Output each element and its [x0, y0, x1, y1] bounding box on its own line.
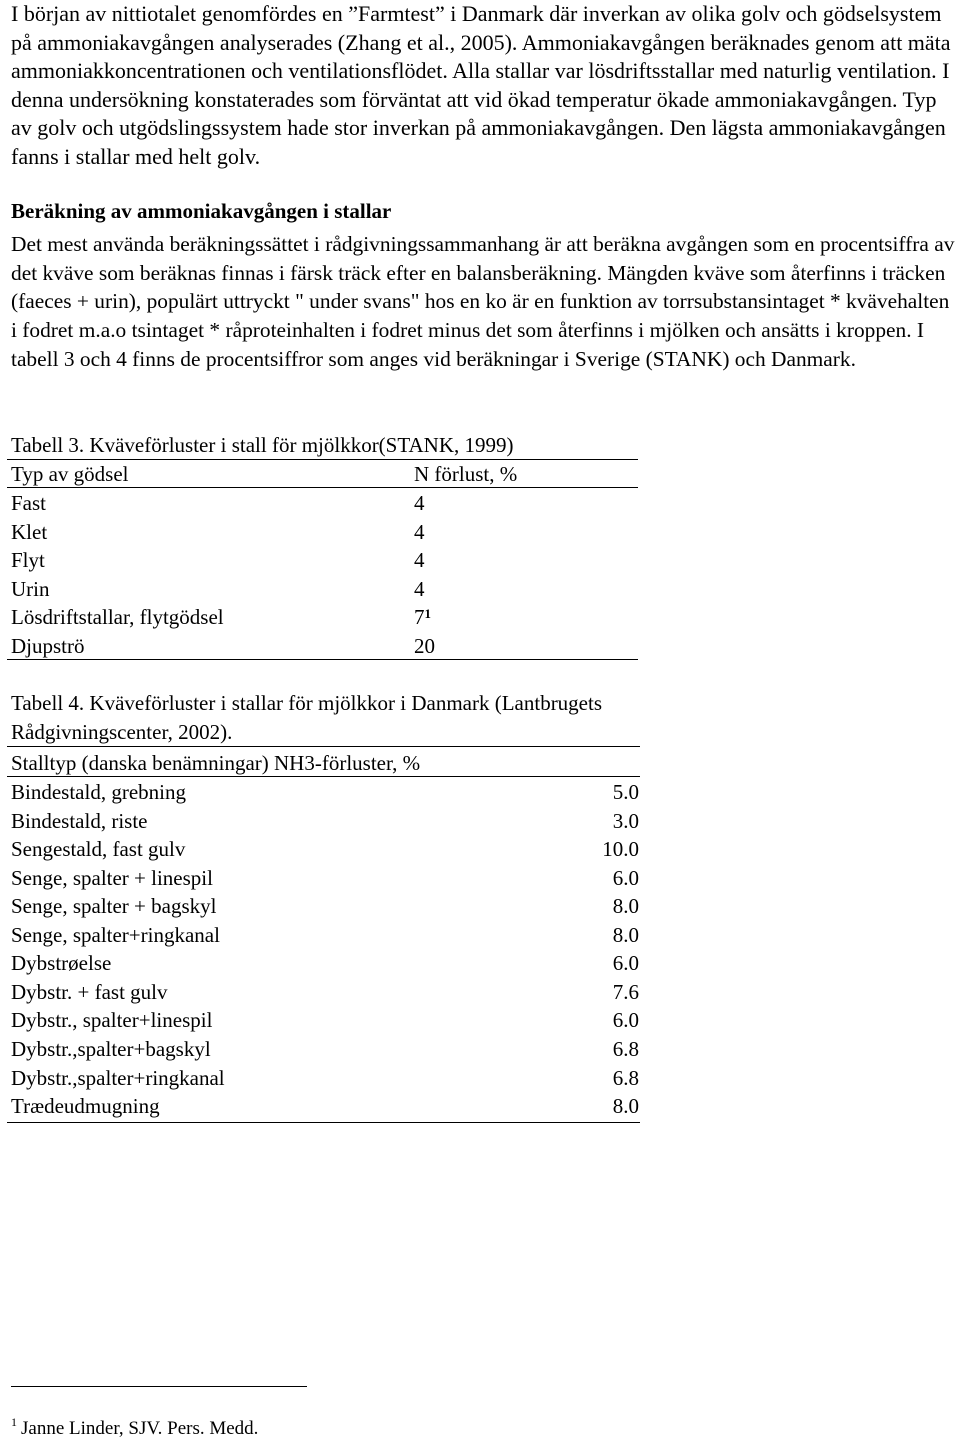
- table4-cell-value: 3.0: [612, 808, 639, 833]
- table4-cell-type: Dybstr.,spalter+bagskyl: [11, 1036, 211, 1061]
- footnote-reference: 1: [424, 606, 431, 621]
- intro-paragraph: I början av nittiotalet genomfördes en ”Farmtest” i Danmark där inverkan av olika golv och gödselsystem på ammoniakavgången analyserades (Zhang et al., 2005). Ammoniakavgången beräknades genom att mäta ammoniakkoncentrationen och ventilationsflödet. Alla stallar var lösdriftsstallar med naturlig ventilation. I denna undersökning konstaterades som förväntat att vid ökad temperatur ökade ammoniakavgången. Typ av golv och utgödslingssystem hade stor inverkan på ammoniakavgången. Den lägsta ammoniakavgången fanns i stallar med helt golv.: [11, 1, 951, 169]
- table4-header: Stalltyp (danska benämningar) NH3-förluster, %: [11, 751, 421, 775]
- table3-cell-value: [414, 546, 425, 574]
- table4-cell-type: Sengestald, fast gulv: [11, 837, 186, 862]
- footnote: [11, 1417, 258, 1442]
- table4-cell-value: 8.0: [612, 1094, 639, 1119]
- table3-cell-value: [414, 575, 425, 603]
- table4-row: [11, 949, 642, 977]
- table4-cell-type: Dybstr. + fast gulv: [11, 979, 168, 1004]
- table4-cell-type: Senge, spalter+ringkanal: [11, 922, 220, 947]
- table4-cell-type: Dybstr., spalter+linespil: [11, 1008, 213, 1033]
- table3-cell-type: Klet: [11, 519, 48, 544]
- table3-cell-type: Fast: [11, 491, 47, 515]
- table4-row: [11, 778, 642, 806]
- table4-cell-value: 8.0: [612, 922, 639, 947]
- table4-cell-value: 6.0: [612, 951, 639, 976]
- table3-bottom-rule: [7, 659, 638, 660]
- table3-value: 4: [414, 519, 425, 544]
- section-heading: Beräkning av ammoniakavgången i stallar: [11, 199, 392, 223]
- table3-cell-value: [414, 632, 435, 660]
- table4-cell-type: Senge, spalter + linespil: [11, 865, 213, 890]
- table4-row: [11, 1064, 642, 1092]
- table3-value: 7: [414, 605, 425, 629]
- table3-header-loss: N förlust, %: [414, 462, 518, 486]
- table4-cell-value: 6.0: [612, 865, 639, 890]
- table4-cell-type: Dybstr.,spalter+ringkanal: [11, 1065, 225, 1090]
- table4-cell-value: 6.0: [612, 1008, 639, 1033]
- table3-header-type: Typ av gödsel: [11, 462, 129, 486]
- table4-cell-value: 6.8: [612, 1065, 639, 1090]
- table3-cell-type: Urin: [11, 576, 50, 601]
- table4-row: [11, 921, 642, 949]
- table3-value: 4: [414, 491, 425, 515]
- table3-value: 20: [414, 633, 435, 658]
- table3-cell-type: Lösdriftstallar, flytgödsel: [11, 605, 224, 629]
- table4-row: [11, 1035, 642, 1063]
- table4-cell-value: 5.0: [612, 780, 639, 804]
- table3-cell-type: Djupströ: [11, 633, 85, 658]
- table4-cell-type: Senge, spalter + bagskyl: [11, 894, 217, 919]
- calculation-paragraph: Det mest använda beräkningssättet i rådgivningssammanhang är att beräkna avgången som en procentsiffra av det kväve som beräknas finnas i färsk träck efter en balansberäkning. Mängden kväve som återfinns i träcken (faeces + urin), populärt uttryckt " under svans" hos en ko är en funktion av torrsubstansintaget * kvävehalten i fodret m.a.o tsintaget * råproteinhalten i fodret minus det som återfinns i mjölken och ansätts i kroppen. I tabell 3 och 4 finns de procentsiffror som anges vid beräkningar i Sverige (STANK) och Danmark.: [11, 232, 955, 371]
- table3-row: [11, 489, 642, 517]
- table3-row: [11, 546, 642, 574]
- table4-bottom-rule: [7, 1122, 640, 1123]
- footnote-mark: 1: [11, 1415, 17, 1429]
- table4-row: [11, 807, 642, 835]
- table3-row: [11, 518, 642, 546]
- table3-cell-value: [414, 489, 425, 517]
- table4-row: [11, 892, 642, 920]
- table4-row: [11, 978, 642, 1006]
- table3-cell-value: [414, 518, 425, 546]
- table3-caption: Tabell 3. Kväveförluster i stall för mjölkkor(STANK, 1999): [11, 433, 514, 457]
- table4-row: [11, 864, 642, 892]
- table4-cell-value: 6.8: [612, 1036, 639, 1061]
- table3-row: [11, 575, 642, 603]
- table3-cell-type: Flyt: [11, 548, 45, 572]
- table3-row: [11, 603, 642, 631]
- table4-cell-type: Bindestald, riste: [11, 808, 148, 833]
- table4-cell-type: Dybstrøelse: [11, 951, 112, 976]
- table4-row: [11, 1006, 642, 1034]
- table3-value: 4: [414, 576, 425, 601]
- footnote-text: Janne Linder, SJV. Pers. Medd.: [21, 1418, 259, 1439]
- table3-header-row: [11, 460, 642, 488]
- table4-cell-type: Bindestald, grebning: [11, 780, 186, 804]
- table4-top-rule: [7, 746, 640, 747]
- table4-row: [11, 1092, 642, 1120]
- table3-row: [11, 632, 642, 660]
- table4-header-rule: [7, 776, 640, 777]
- table4-row: [11, 835, 642, 863]
- table4-caption: Tabell 4. Kväveförluster i stallar för mjölkkor i Danmark (Lantbrugets Rådgivningscenter, 2002).: [11, 691, 603, 744]
- table4-cell-type: Trædeudmugning: [11, 1094, 160, 1119]
- table4-cell-value: 10.0: [602, 837, 639, 862]
- table3-value: 4: [414, 548, 425, 572]
- table4-cell-value: 8.0: [612, 894, 639, 919]
- table3-cell-value: [414, 603, 431, 631]
- table3-header-rule: [7, 487, 638, 488]
- footnote-separator: [11, 1386, 307, 1387]
- table4-header-row: [11, 749, 420, 777]
- table4-cell-value: 7.6: [612, 979, 639, 1004]
